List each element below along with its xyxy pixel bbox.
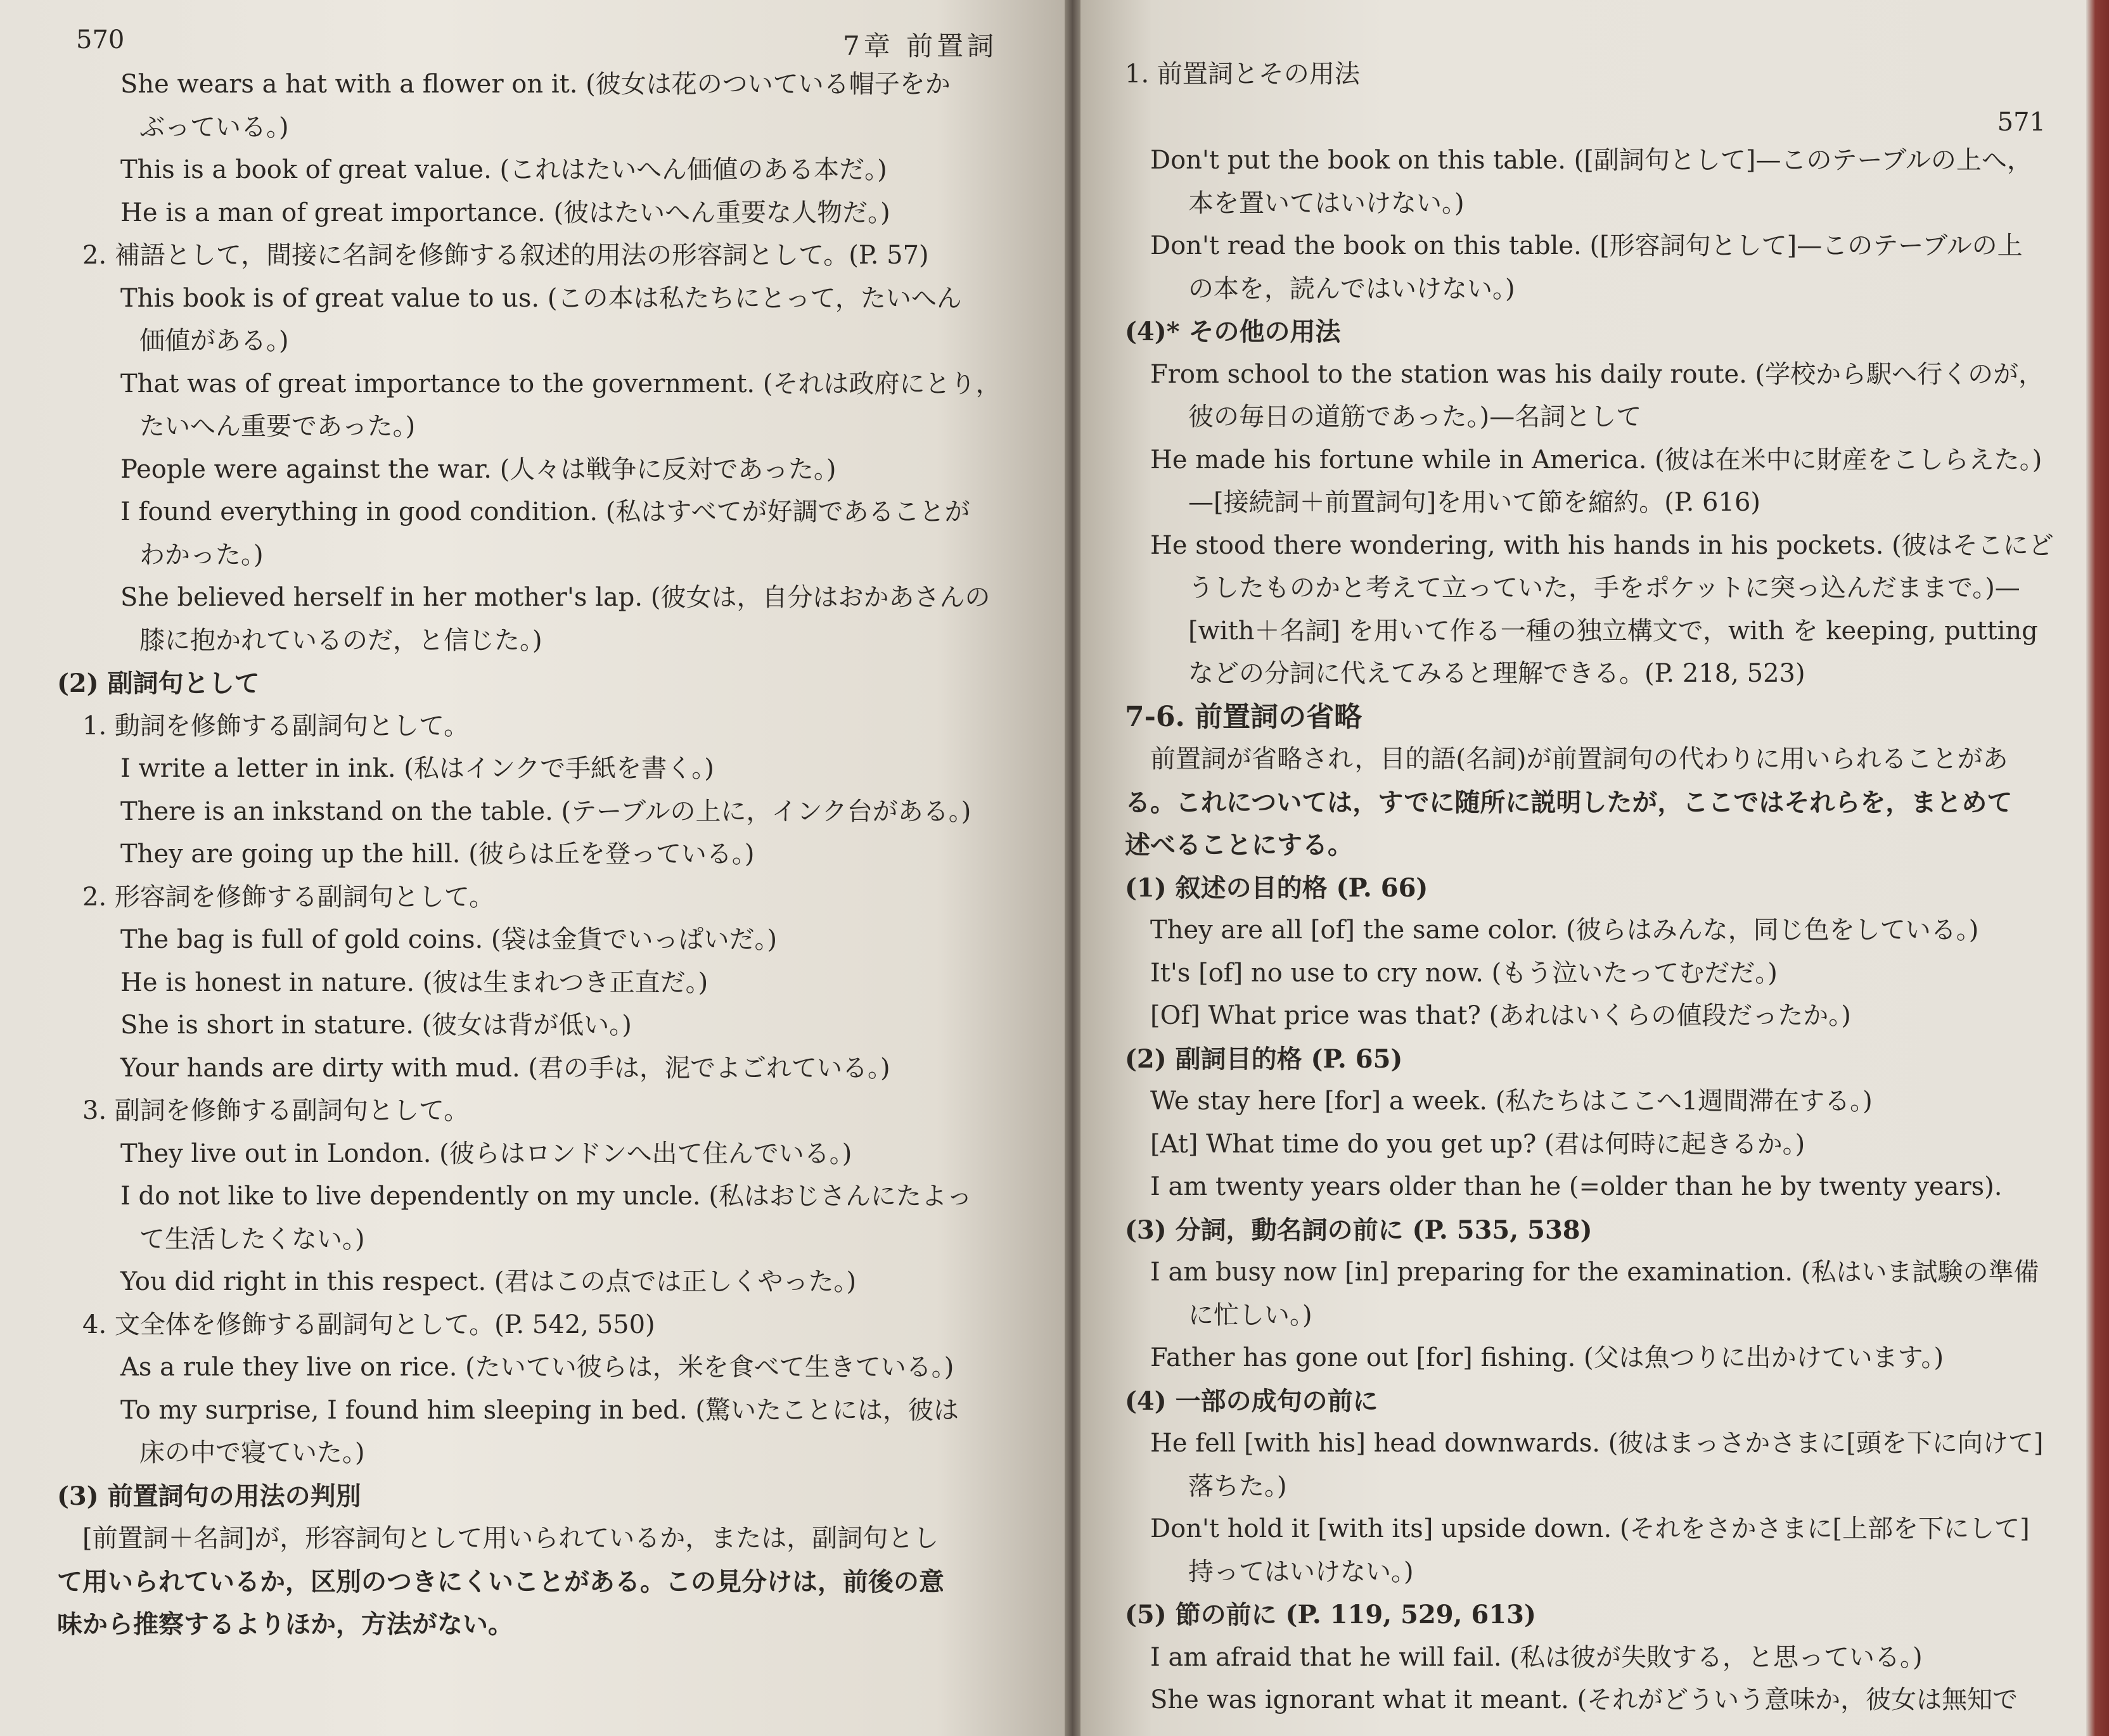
- text-line: As a rule they live on rice. (たいてい彼らは，米を食べて生きている。): [120, 1353, 954, 1382]
- text-line: Don't read the book on this table. ([形容詞句として]—このテーブルの上: [1150, 231, 2023, 260]
- text-line: People were against the war. (人々は戦争に反対であった。): [120, 454, 837, 484]
- text-line: She was ignorant what it meant. (それがどういう意味か，彼女は無知で: [1150, 1685, 2018, 1714]
- text-line: (1) 叙述の目的格 (P. 66): [1125, 872, 1428, 903]
- text-line: Father has gone out [for] fishing. (父は魚つりに出かけています。): [1150, 1343, 1944, 1372]
- text-line: る。これについては，すでに随所に説明したが，ここではそれらを，まとめて: [1125, 787, 2013, 817]
- text-line: て用いられているか，区別のつきにくいことがある。この見分けは，前後の意: [57, 1566, 944, 1597]
- text-line: [At] What time do you get up? (君は何時に起きるか。): [1150, 1129, 1805, 1159]
- text-line: 2. 補語として，間接に名詞を修飾する叙述的用法の形容詞として。(P. 57): [82, 241, 929, 270]
- text-line: 4. 文全体を修飾する副詞句として。(P. 542, 550): [82, 1310, 655, 1339]
- text-line: 床の中で寝ていた。): [139, 1438, 365, 1467]
- text-line: たいへん重要であった。): [139, 412, 416, 441]
- text-line: (4)* その他の用法: [1125, 317, 1341, 347]
- text-line: He fell [with his] head downwards. (彼はまっさかさまに[頭を下に向けて]: [1150, 1429, 2044, 1458]
- text-line: She believed herself in her mother's lap. (彼女は，自分はおかあさんの: [120, 583, 990, 612]
- text-line: I write a letter in ink. (私はインクで手紙を書く。): [120, 754, 714, 783]
- text-line: 7-6. 前置詞の省略: [1125, 700, 1362, 733]
- text-line: It's [of] no use to cry now. (もう泣いたってむだだ。): [1150, 958, 1778, 988]
- text-line: (4) 一部の成句の前に: [1125, 1386, 1378, 1416]
- text-line: He made his fortune while in America. (彼は在米中に財産をこしらえた。): [1150, 445, 2042, 475]
- text-line: The bag is full of gold coins. (袋は金貨でいっぱいだ。): [120, 925, 778, 954]
- text-line: You did right in this respect. (君はこの点では正しくやった。): [120, 1267, 857, 1296]
- text-line: He is a man of great importance. (彼はたいへん重要な人物だ。): [120, 198, 890, 227]
- left-page-header: [57, 19, 1039, 63]
- text-line: He is honest in nature. (彼は生まれつき正直だ。): [120, 967, 708, 997]
- text-line: There is an inkstand on the table. (テーブルの上に，インク台がある。): [120, 796, 971, 826]
- text-line: などの分詞に代えてみると理解できる。(P. 218, 523): [1188, 659, 1805, 688]
- right-page-body: [1125, 139, 2084, 1722]
- text-line: 落ちた。): [1188, 1471, 1287, 1501]
- text-line: [with＋名詞] を用いて作る一種の独立構文で，with を keeping, putting: [1188, 616, 2038, 646]
- text-line: の本を，読んではいけない。): [1188, 274, 1515, 303]
- left-page-body: [57, 63, 1039, 1646]
- text-line: 膝に抱かれているのだ，と信じた。): [139, 625, 542, 655]
- text-line: Don't put the book on this table. ([副詞句として]—このテーブルの上へ，: [1150, 146, 2032, 175]
- chapter-header: 7章 前置詞: [843, 30, 998, 61]
- text-line: [前置詞＋名詞]が，形容詞句として用いられているか，または，副詞句とし: [82, 1524, 939, 1553]
- text-line: Don't hold it [with its] upside down. (それをさかさまに[上部を下にして]: [1150, 1514, 2030, 1543]
- text-line: (5) 節の前に (P. 119, 529, 613): [1125, 1600, 1536, 1630]
- text-line: 彼の毎日の道筋であった。)—名詞として: [1188, 402, 1642, 431]
- text-line: He stood there wondering, with his hands in his pockets. (彼はそこにど: [1150, 530, 2054, 560]
- text-line: 2. 形容詞を修飾する副詞句として。: [82, 882, 495, 912]
- text-line: 持ってはいけない。): [1188, 1557, 1414, 1586]
- text-line: 本を置いてはいけない。): [1188, 188, 1465, 218]
- text-line: (2) 副詞句として: [57, 668, 260, 698]
- text-line: 価値がある。): [139, 326, 289, 355]
- right-page-header: [1125, 19, 2084, 137]
- page-number: 571: [1997, 108, 2046, 137]
- text-line: From school to the station was his daily route. (学校から駅へ行くのが，: [1150, 359, 2044, 389]
- text-line: They live out in London. (彼らはロンドンへ出て住んでいる。): [120, 1139, 852, 1168]
- text-line: 3. 副詞を修飾する副詞句として。: [82, 1096, 470, 1125]
- page-number: 570: [76, 25, 125, 54]
- text-line: I am twenty years older than he (=older than he by twenty years).: [1150, 1172, 2003, 1201]
- text-line: (3) 分詞，動名詞の前に (P. 535, 538): [1125, 1215, 1593, 1245]
- book-gutter: [1065, 0, 1080, 1736]
- text-line: She wears a hat with a flower on it. (彼女は花のついている帽子をか: [120, 70, 951, 99]
- text-line: I do not like to live dependently on my uncle. (私はおじさんにたよっ: [120, 1182, 972, 1211]
- text-line: I found everything in good condition. (私はすべてが好調であることが: [120, 497, 970, 527]
- text-line: うしたものかと考えて立っていた，手をポケットに突っ込んだままで。)—: [1188, 573, 2020, 603]
- text-line: (2) 副詞目的格 (P. 65): [1125, 1044, 1403, 1074]
- text-line: This book is of great value to us. (この本は私たちにとって，たいへん: [120, 283, 962, 313]
- text-line: That was of great importance to the government. (それは政府にとり，: [120, 369, 1001, 399]
- text-line: 味から推察するよりほか，方法がない。: [57, 1609, 513, 1639]
- text-line: To my surprise, I found him sleeping in bed. (驚いたことには，彼は: [120, 1395, 959, 1425]
- text-line: She is short in stature. (彼女は背が低い。): [120, 1011, 632, 1040]
- book-cover-edge: [2086, 0, 2109, 1736]
- right-page: [1080, 0, 2109, 1736]
- text-line: (3) 前置詞句の用法の判別: [57, 1481, 361, 1511]
- text-line: に忙しい。): [1188, 1300, 1312, 1330]
- text-line: 前置詞が省略され，目的語(名詞)が前置詞句の代わりに用いられることがあ: [1150, 744, 2008, 774]
- section-header: 1. 前置詞とその用法: [1125, 60, 1360, 89]
- text-line: I am busy now [in] preparing for the examination. (私はいま試験の準備: [1150, 1258, 2039, 1287]
- text-line: 述べることにする。: [1125, 830, 1353, 860]
- text-line: They are all [of] the same color. (彼らはみんな，同じ色をしている。): [1150, 916, 1979, 945]
- text-line: わかった。): [139, 540, 264, 570]
- text-line: ぶっている。): [139, 112, 289, 142]
- text-line: て生活したくない。): [139, 1224, 365, 1254]
- text-line: Your hands are dirty with mud. (君の手は，泥でよごれている。): [120, 1053, 890, 1083]
- text-line: [Of] What price was that? (あれはいくらの値段だったか。): [1150, 1001, 1851, 1030]
- text-line: We stay here [for] a week. (私たちはここへ1週間滞在する。): [1150, 1087, 1873, 1116]
- text-line: —[接続詞＋前置詞句]を用いて節を縮約。(P. 616): [1188, 488, 1761, 517]
- text-line: I am afraid that he will fail. (私は彼が失敗する，と思っている。): [1150, 1642, 1923, 1672]
- text-line: This is a book of great value. (これはたいへん価値のある本だ。): [120, 155, 887, 184]
- text-line: 1. 動詞を修飾する副詞句として。: [82, 711, 470, 741]
- text-line: They are going up the hill. (彼らは丘を登っている。): [120, 839, 755, 869]
